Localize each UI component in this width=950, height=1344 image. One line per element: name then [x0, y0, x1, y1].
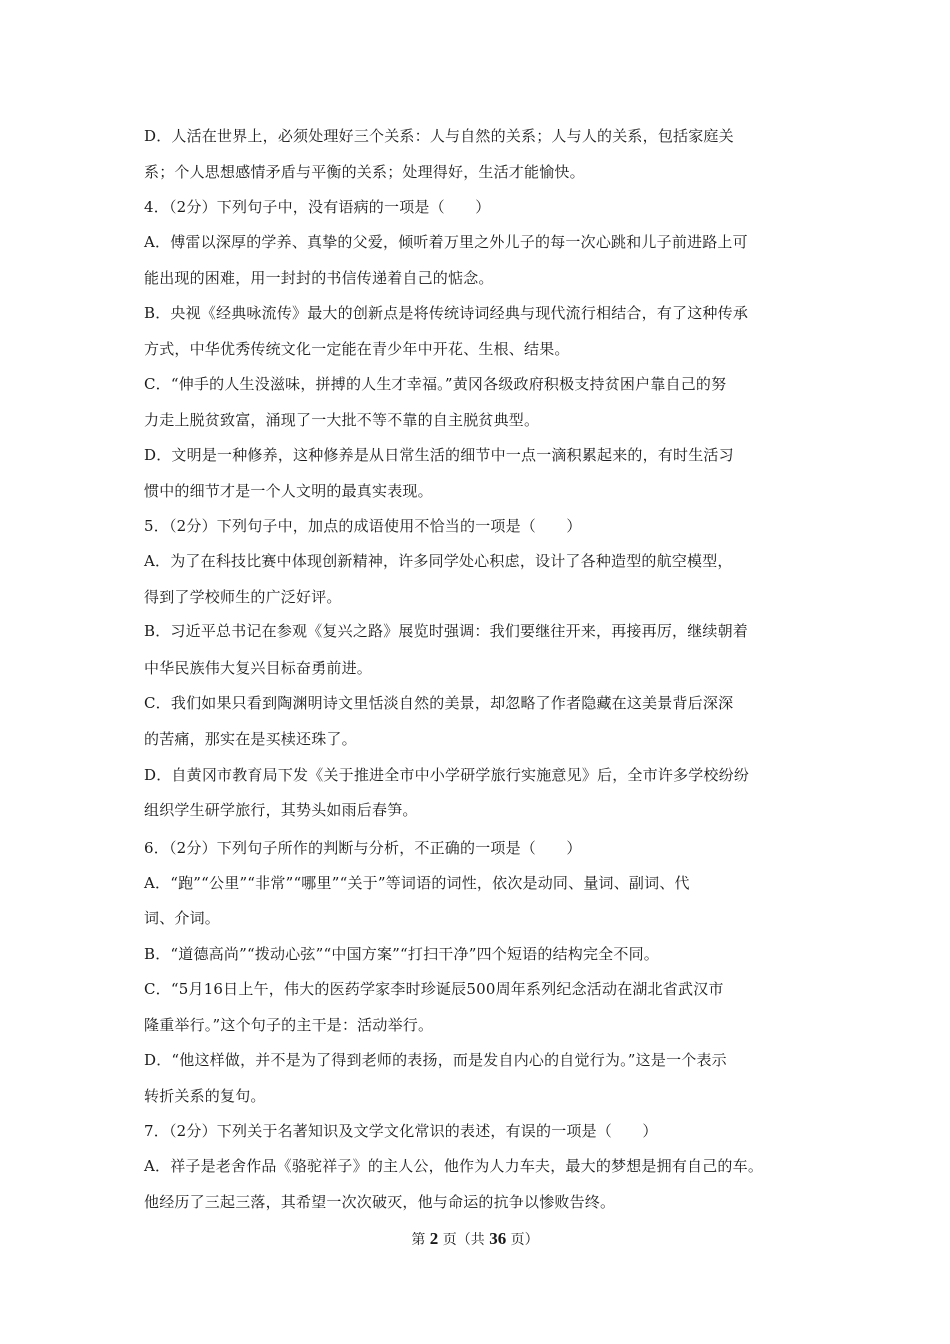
text-line: 词、介词。 [144, 909, 221, 927]
text-line: B．“道德高尚”“拨动心弦”“中国方案”“打扫干净”四个短语的结构完全不同。 [144, 945, 659, 963]
text-line: D．文明是一种修养，这种修养是从日常生活的细节中一点一滴积累起来的，有时生活习 [144, 446, 734, 464]
text-line: C．“5月16日上午，伟大的医药学家李时珍诞辰500周年系列纪念活动在湖北省武汉市 [144, 980, 724, 998]
total-page-number: 36 [489, 1229, 507, 1248]
text-line: A．为了在科技比赛中体现创新精神，许多同学处心积虑，设计了各种造型的航空模型， [144, 552, 733, 570]
text-line: 的苦痛，那实在是买椟还珠了。 [144, 730, 357, 748]
text-line: 能出现的困难，用一封封的书信传递着自己的惦念。 [144, 269, 494, 287]
footer-middle: 页（共 [442, 1232, 485, 1248]
text-line: 组织学生研学旅行，其势头如雨后春笋。 [144, 801, 418, 819]
text-line: D．“他这样做，并不是为了得到老师的表扬，而是发自内心的自觉行为。”这是一个表示 [144, 1051, 727, 1069]
question-heading: 4．（2分）下列句子中，没有语病的一项是（ ） [144, 198, 491, 216]
text-line: A．祥子是老舍作品《骆驼祥子》的主人公，他作为人力车夫，最大的梦想是拥有自己的车。 [144, 1157, 764, 1175]
question-heading: 6．（2分）下列句子所作的判断与分析，不正确的一项是（ ） [144, 839, 582, 857]
page-footer [0, 1229, 950, 1250]
text-line: A．傅雷以深厚的学养、真挚的父爱，倾听着万里之外儿子的每一次心跳和儿子前进路上可 [144, 233, 748, 251]
text-line: D．人活在世界上，必须处理好三个关系：人与自然的关系；人与人的关系，包括家庭关 [144, 127, 734, 145]
text-line: C．我们如果只看到陶渊明诗文里恬淡自然的美景，却忽略了作者隐藏在这美景背后深深 [144, 694, 734, 712]
text-line: 系；个人思想感情矛盾与平衡的关系；处理得好，生活才能愉快。 [144, 163, 585, 181]
text-line: 方式，中华优秀传统文化一定能在青少年中开花、生根、结果。 [144, 340, 570, 358]
text-line: D．自黄冈市教育局下发《关于推进全市中小学研学旅行实施意见》后，全市许多学校纷纷 [144, 766, 750, 784]
footer-prefix: 第 [411, 1232, 426, 1248]
text-line: B．央视《经典咏流传》最大的创新点是将传统诗词经典与现代流行相结合，有了这种传承 [144, 304, 749, 322]
text-line: 转折关系的复句。 [144, 1087, 266, 1105]
text-line: 中华民族伟大复兴目标奋勇前进。 [144, 659, 373, 677]
text-line: B．习近平总书记在参观《复兴之路》展览时强调：我们要继往开来，再接再厉，继续朝着 [144, 622, 749, 640]
text-line: A．“跑”“公里”“非常”“哪里”“关于”等词语的词性，依次是动同、量词、副词、代 [144, 874, 690, 892]
text-line: 他经历了三起三落，其希望一次次破灭，他与命运的抗争以惨败告终。 [144, 1193, 616, 1211]
text-line: 隆重举行。”这个句子的主干是：活动举行。 [144, 1016, 434, 1034]
question-heading: 7．（2分）下列关于名著知识及文学文化常识的表述，有误的一项是（ ） [144, 1122, 658, 1140]
question-heading: 5．（2分）下列句子中，加点的成语使用不恰当的一项是（ ） [144, 517, 582, 535]
footer-suffix: 页） [510, 1232, 539, 1248]
text-line: 惯中的细节才是一个人文明的最真实表现。 [144, 482, 433, 500]
text-line: C．“伸手的人生没滋味，拼搏的人生才幸福。”黄冈各级政府积极支持贫困户靠自己的努 [144, 375, 727, 393]
text-line: 得到了学校师生的广泛好评。 [144, 588, 342, 606]
text-line: 力走上脱贫致富，涌现了一大批不等不靠的自主脱贫典型。 [144, 411, 540, 429]
current-page-number: 2 [429, 1229, 439, 1248]
